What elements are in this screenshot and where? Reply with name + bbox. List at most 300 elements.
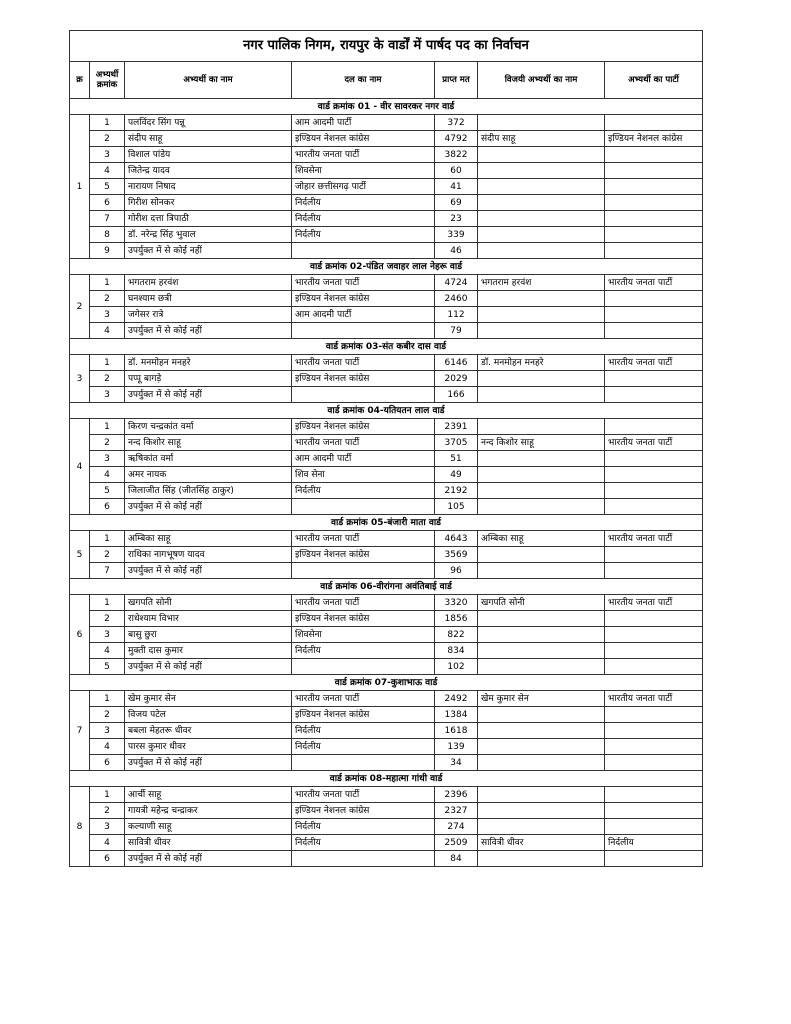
header-candidate-serial: अभ्यर्थी क्रमांक [90,62,125,99]
ward-number: 8 [70,787,90,867]
candidate-name-cell: विशाल पांडेय [125,147,292,163]
winner-name-cell: खेम कुमार सेन [478,691,605,707]
table-row [70,723,703,739]
party-name-cell: भारतीय जनता पार्टी [292,355,435,371]
table-row [70,691,703,707]
candidate-serial-cell: 9 [90,243,125,259]
candidate-name-cell: राधिका नागभूषण यादव [125,547,292,563]
party-name-cell: शिवसेना [292,627,435,643]
winner-party-cell [605,387,703,403]
candidate-serial-cell: 6 [90,851,125,867]
candidate-name-cell: उपर्युक्त में से कोई नहीं [125,499,292,515]
votes-cell: 6146 [435,355,478,371]
table-row [70,707,703,723]
candidate-name-cell: उपर्युक्त में से कोई नहीं [125,243,292,259]
candidate-name-cell: बासु छुरा [125,627,292,643]
ward-number: 7 [70,691,90,771]
ward-title: वार्ड क्रमांक 03-संत कबीर दास वार्ड [70,339,703,355]
winner-party-cell [605,803,703,819]
candidate-serial-cell: 3 [90,451,125,467]
candidate-name-cell: राधेश्याम विभार [125,611,292,627]
votes-cell: 51 [435,451,478,467]
candidate-name-cell: उपर्युक्त में से कोई नहीं [125,563,292,579]
party-name-cell: भारतीय जनता पार्टी [292,691,435,707]
winner-name-cell [478,451,605,467]
table-row [70,611,703,627]
party-name-cell: निर्दलीय [292,643,435,659]
winner-name-cell [478,643,605,659]
votes-cell: 1384 [435,707,478,723]
party-name-cell: निर्दलीय [292,211,435,227]
party-name-cell: निर्दलीय [292,195,435,211]
ward-number: 5 [70,531,90,579]
winner-name-cell [478,547,605,563]
winner-name-cell [478,323,605,339]
candidate-serial-cell: 7 [90,211,125,227]
winner-party-cell: भारतीय जनता पार्टी [605,275,703,291]
party-name-cell: इण्डियन नेशनल कांग्रेस [292,371,435,387]
winner-party-cell [605,707,703,723]
winner-party-cell [605,819,703,835]
election-results-table [69,30,703,867]
votes-cell: 69 [435,195,478,211]
votes-cell: 2327 [435,803,478,819]
winner-party-cell [605,499,703,515]
table-row [70,835,703,851]
candidate-name-cell: जितेन्द्र यादव [125,163,292,179]
candidate-serial-cell: 7 [90,563,125,579]
winner-party-cell: निर्दलीय [605,835,703,851]
winner-name-cell [478,147,605,163]
votes-cell: 3320 [435,595,478,611]
winner-party-cell [605,323,703,339]
winner-name-cell [478,755,605,771]
table-row [70,787,703,803]
votes-cell: 2509 [435,835,478,851]
table-row [70,419,703,435]
candidate-serial-cell: 3 [90,627,125,643]
winner-name-cell [478,227,605,243]
party-name-cell: भारतीय जनता पार्टी [292,435,435,451]
winner-party-cell [605,467,703,483]
candidate-serial-cell: 1 [90,355,125,371]
winner-name-cell [478,627,605,643]
header-votes: प्राप्त मत [435,62,478,99]
winner-name-cell [478,179,605,195]
candidate-name-cell: मुक्ती दास कुमार [125,643,292,659]
winner-name-cell: अम्बिका साहू [478,531,605,547]
party-name-cell: भारतीय जनता पार्टी [292,531,435,547]
party-name-cell: शिवसेना [292,163,435,179]
votes-cell: 105 [435,499,478,515]
winner-name-cell [478,819,605,835]
table-row [70,387,703,403]
table-row [70,563,703,579]
ward-number: 2 [70,275,90,339]
candidate-name-cell: नन्द किशोर साहू [125,435,292,451]
winner-party-cell [605,851,703,867]
winner-party-cell: भारतीय जनता पार्टी [605,691,703,707]
candidate-serial-cell: 2 [90,611,125,627]
winner-name-cell [478,739,605,755]
ward-number: 6 [70,595,90,675]
table-row [70,499,703,515]
candidate-name-cell: उपर्युक्त में से कोई नहीं [125,851,292,867]
table-row [70,739,703,755]
votes-cell: 96 [435,563,478,579]
party-name-cell: भारतीय जनता पार्टी [292,787,435,803]
candidate-name-cell: अम्बिका साहू [125,531,292,547]
winner-party-cell [605,627,703,643]
winner-party-cell [605,755,703,771]
winner-party-cell [605,419,703,435]
candidate-serial-cell: 2 [90,291,125,307]
votes-cell: 102 [435,659,478,675]
candidate-serial-cell: 5 [90,179,125,195]
party-name-cell: निर्दलीय [292,723,435,739]
votes-cell: 41 [435,179,478,195]
table-body [70,99,703,867]
header-winner-party: अभ्यर्थी का पार्टी [605,62,703,99]
votes-cell: 2492 [435,691,478,707]
ward-number: 1 [70,115,90,259]
candidate-name-cell: गोरीश दत्ता त्रिपाठी [125,211,292,227]
candidate-name-cell: विजय पटेल [125,707,292,723]
candidate-serial-cell: 4 [90,163,125,179]
party-name-cell [292,499,435,515]
winner-party-cell [605,115,703,131]
candidate-name-cell: गिरीश सोनकर [125,195,292,211]
votes-cell: 112 [435,307,478,323]
candidate-serial-cell: 8 [90,227,125,243]
ward-title-row [70,259,703,275]
votes-cell: 4792 [435,131,478,147]
table-row [70,659,703,675]
table-row [70,243,703,259]
votes-cell: 2391 [435,419,478,435]
ward-number: 4 [70,419,90,515]
ward-title-row [70,515,703,531]
winner-name-cell [478,563,605,579]
winner-party-cell [605,739,703,755]
candidate-name-cell: उपर्युक्त में से कोई नहीं [125,659,292,675]
party-name-cell: निर्दलीय [292,227,435,243]
party-name-cell: भारतीय जनता पार्टी [292,595,435,611]
votes-cell: 822 [435,627,478,643]
ward-title: वार्ड क्रमांक 07-कुशाभाऊ वार्ड [70,675,703,691]
winner-party-cell [605,211,703,227]
candidate-name-cell: कल्याणी साहू [125,819,292,835]
winner-name-cell [478,467,605,483]
table-row [70,291,703,307]
winner-party-cell [605,723,703,739]
votes-cell: 339 [435,227,478,243]
winner-party-cell [605,147,703,163]
party-name-cell [292,387,435,403]
winner-party-cell [605,659,703,675]
table-row [70,323,703,339]
party-name-cell [292,243,435,259]
candidate-name-cell: संदीप साहू [125,131,292,147]
party-name-cell: इण्डियन नेशनल कांग्रेस [292,611,435,627]
candidate-serial-cell: 1 [90,787,125,803]
winner-party-cell: भारतीय जनता पार्टी [605,435,703,451]
party-name-cell: निर्दलीय [292,835,435,851]
winner-name-cell [478,371,605,387]
table-row [70,531,703,547]
candidate-serial-cell: 2 [90,435,125,451]
candidate-serial-cell: 1 [90,691,125,707]
winner-party-cell [605,243,703,259]
party-name-cell: निर्दलीय [292,819,435,835]
table-row [70,595,703,611]
winner-name-cell: संदीप साहू [478,131,605,147]
winner-name-cell [478,723,605,739]
party-name-cell: इण्डियन नेशनल कांग्रेस [292,547,435,563]
candidate-serial-cell: 6 [90,499,125,515]
candidate-name-cell: खेम कुमार सेन [125,691,292,707]
votes-cell: 3569 [435,547,478,563]
winner-party-cell: भारतीय जनता पार्टी [605,531,703,547]
candidate-serial-cell: 4 [90,323,125,339]
candidate-name-cell: आर्ची साहू [125,787,292,803]
winner-party-cell [605,227,703,243]
candidate-name-cell: घनश्याम छत्री [125,291,292,307]
table-row [70,547,703,563]
votes-cell: 2396 [435,787,478,803]
party-name-cell: इण्डियन नेशनल कांग्रेस [292,419,435,435]
header-row [70,62,703,99]
candidate-serial-cell: 3 [90,147,125,163]
table-row [70,483,703,499]
table-row [70,195,703,211]
winner-name-cell: नन्द किशोर साहू [478,435,605,451]
winner-name-cell [478,483,605,499]
winner-name-cell [478,195,605,211]
candidate-serial-cell: 4 [90,467,125,483]
party-name-cell: इण्डियन नेशनल कांग्रेस [292,803,435,819]
candidate-name-cell: जगेसर रात्रे [125,307,292,323]
candidate-name-cell: पलविंदर सिंग पन्नू [125,115,292,131]
ward-title: वार्ड क्रमांक 01 - वीर सावरकर नगर वार्ड [70,99,703,115]
candidate-serial-cell: 2 [90,371,125,387]
ward-title: वार्ड क्रमांक 06-वीरांगना अवंतिबाई वार्ड [70,579,703,595]
winner-name-cell [478,211,605,227]
table-row [70,307,703,323]
party-name-cell [292,323,435,339]
winner-party-cell: इण्डियन नेशनल कांग्रेस [605,131,703,147]
ward-title: वार्ड क्रमांक 08-महात्मा गांधी वार्ड [70,771,703,787]
winner-party-cell [605,307,703,323]
winner-name-cell [478,419,605,435]
winner-name-cell [478,787,605,803]
candidate-serial-cell: 2 [90,707,125,723]
candidate-serial-cell: 1 [90,275,125,291]
winner-party-cell [605,547,703,563]
candidate-name-cell: डॉ. नरेन्द्र सिंह भुवाल [125,227,292,243]
winner-name-cell [478,163,605,179]
candidate-serial-cell: 2 [90,803,125,819]
table-row [70,755,703,771]
table-row [70,355,703,371]
table-row [70,371,703,387]
votes-cell: 1618 [435,723,478,739]
winner-party-cell [605,371,703,387]
candidate-name-cell: अमर नायक [125,467,292,483]
votes-cell: 34 [435,755,478,771]
party-name-cell [292,755,435,771]
party-name-cell: भारतीय जनता पार्टी [292,147,435,163]
winner-party-cell [605,787,703,803]
table-row [70,451,703,467]
ward-title-row [70,339,703,355]
party-name-cell: आम आदमी पार्टी [292,451,435,467]
winner-name-cell: सावित्री धीवर [478,835,605,851]
header-winner-name: विजयी अभ्यर्थी का नाम [478,62,605,99]
votes-cell: 166 [435,387,478,403]
party-name-cell: भारतीय जनता पार्टी [292,275,435,291]
ward-title: वार्ड क्रमांक 02-पंडित जवाहर लाल नेहरू वार्ड [70,259,703,275]
winner-name-cell: भगतराम हरवंश [478,275,605,291]
candidate-serial-cell: 3 [90,387,125,403]
candidate-name-cell: ऋषिकांत वर्मा [125,451,292,467]
candidate-name-cell: पारस कुमार धीवर [125,739,292,755]
candidate-serial-cell: 1 [90,419,125,435]
ward-title: वार्ड क्रमांक 05-बंजारी माता वार्ड [70,515,703,531]
votes-cell: 60 [435,163,478,179]
candidate-serial-cell: 3 [90,819,125,835]
ward-title-row [70,403,703,419]
candidate-serial-cell: 6 [90,755,125,771]
votes-cell: 372 [435,115,478,131]
table-row [70,227,703,243]
winner-name-cell [478,707,605,723]
ward-title-row [70,675,703,691]
candidate-name-cell: उपर्युक्त में से कोई नहीं [125,323,292,339]
header-serial: क्र [70,62,90,99]
winner-name-cell [478,499,605,515]
candidate-serial-cell: 4 [90,643,125,659]
header-party-name: दल का नाम [292,62,435,99]
party-name-cell [292,659,435,675]
candidate-name-cell: नारायण निषाद [125,179,292,195]
votes-cell: 1856 [435,611,478,627]
document-title: नगर पालिक निगम, रायपुर के वार्डों में पार्षद पद का निर्वाचन [70,31,703,62]
candidate-name-cell: जिलाजीत सिंह (जीतसिंह ठाकुर) [125,483,292,499]
votes-cell: 2460 [435,291,478,307]
table-row [70,851,703,867]
party-name-cell: जोहार छत्तीसगढ़ पार्टी [292,179,435,195]
header-candidate-name: अभ्यर्थी का नाम [125,62,292,99]
votes-cell: 23 [435,211,478,227]
candidate-serial-cell: 3 [90,723,125,739]
candidate-name-cell: किरण चन्द्रकांत वर्मा [125,419,292,435]
ward-title: वार्ड क्रमांक 04-यतियतन लाल वार्ड [70,403,703,419]
winner-party-cell [605,563,703,579]
candidate-name-cell: भगतराम हरवंश [125,275,292,291]
votes-cell: 3705 [435,435,478,451]
table-row [70,627,703,643]
votes-cell: 139 [435,739,478,755]
table-row [70,435,703,451]
table-row [70,467,703,483]
party-name-cell: निर्दलीय [292,739,435,755]
party-name-cell [292,851,435,867]
votes-cell: 4643 [435,531,478,547]
candidate-name-cell: खगपति सोनी [125,595,292,611]
votes-cell: 79 [435,323,478,339]
candidate-name-cell: बबला मेहतरू धीवर [125,723,292,739]
candidate-serial-cell: 5 [90,483,125,499]
winner-party-cell: भारतीय जनता पार्टी [605,355,703,371]
table-row [70,275,703,291]
party-name-cell: शिव सेना [292,467,435,483]
winner-party-cell [605,643,703,659]
candidate-name-cell: पप्पू बागड़े [125,371,292,387]
ward-title-row [70,771,703,787]
party-name-cell: इण्डियन नेशनल कांग्रेस [292,707,435,723]
votes-cell: 834 [435,643,478,659]
table-row [70,211,703,227]
candidate-serial-cell: 4 [90,739,125,755]
winner-party-cell: भारतीय जनता पार्टी [605,595,703,611]
candidate-serial-cell: 1 [90,115,125,131]
votes-cell: 3822 [435,147,478,163]
votes-cell: 274 [435,819,478,835]
table-row [70,803,703,819]
table-row [70,147,703,163]
winner-party-cell [605,163,703,179]
winner-name-cell [478,611,605,627]
candidate-serial-cell: 1 [90,531,125,547]
votes-cell: 46 [435,243,478,259]
winner-name-cell [478,659,605,675]
winner-party-cell [605,451,703,467]
party-name-cell: इण्डियन नेशनल कांग्रेस [292,131,435,147]
candidate-serial-cell: 4 [90,835,125,851]
ward-number: 3 [70,355,90,403]
table-row [70,643,703,659]
party-name-cell: इण्डियन नेशनल कांग्रेस [292,291,435,307]
winner-name-cell [478,851,605,867]
candidate-serial-cell: 3 [90,307,125,323]
party-name-cell: आम आदमी पार्टी [292,115,435,131]
party-name-cell [292,563,435,579]
votes-cell: 49 [435,467,478,483]
winner-name-cell [478,115,605,131]
winner-name-cell: डॉ. मनमोहन मनहरे [478,355,605,371]
candidate-serial-cell: 2 [90,131,125,147]
votes-cell: 4724 [435,275,478,291]
votes-cell: 2192 [435,483,478,499]
candidate-name-cell: सावित्री धीवर [125,835,292,851]
winner-party-cell [605,291,703,307]
candidate-serial-cell: 6 [90,195,125,211]
winner-name-cell [478,803,605,819]
table-row [70,179,703,195]
candidate-serial-cell: 1 [90,595,125,611]
candidate-serial-cell: 2 [90,547,125,563]
candidate-name-cell: उपर्युक्त में से कोई नहीं [125,387,292,403]
votes-cell: 84 [435,851,478,867]
party-name-cell: निर्दलीय [292,483,435,499]
winner-name-cell [478,307,605,323]
winner-name-cell: खगपति सोनी [478,595,605,611]
ward-title-row [70,99,703,115]
winner-party-cell [605,483,703,499]
winner-name-cell [478,291,605,307]
winner-party-cell [605,611,703,627]
